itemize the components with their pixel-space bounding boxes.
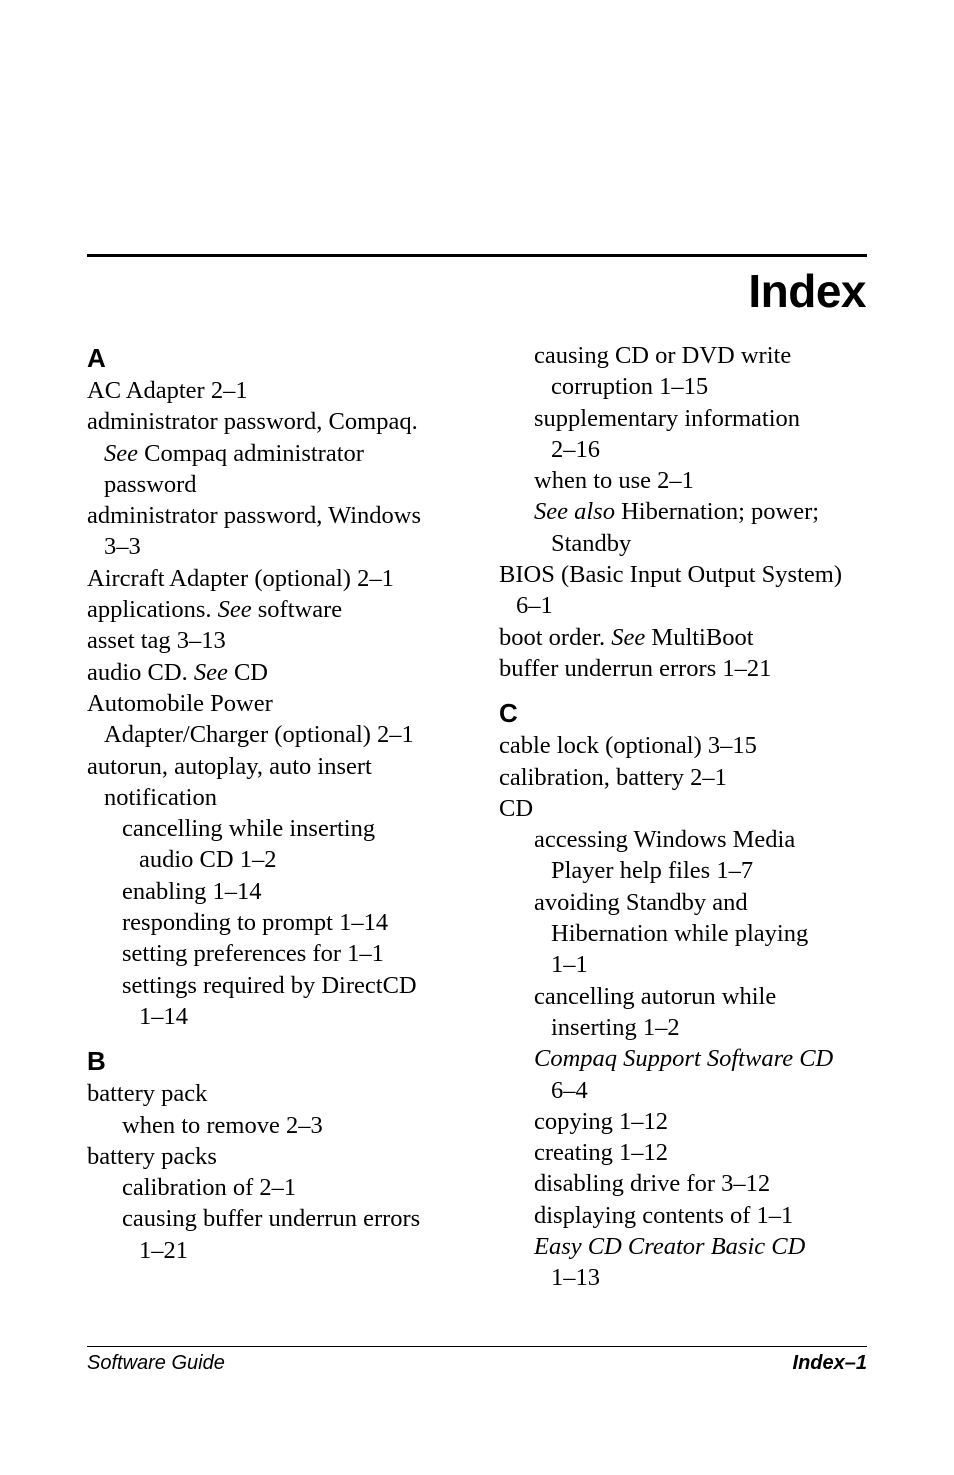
index-entry: buffer underrun errors 1–21 [499,654,772,682]
index-subentry: Compaq Support Software CD 6–4 [534,1045,834,1104]
index-subentry: Easy CD Creator Basic CD 1–13 [534,1233,806,1292]
index-entry: battery pack [87,1080,208,1108]
index-subentry: copying 1–12 [534,1107,669,1135]
index-subentry: accessing Windows Media Player help files 1–7 [534,826,796,885]
index-subentry: causing buffer underrun errors 1–21 [122,1205,421,1264]
page-title: Index [748,265,866,317]
index-subentry: supplementary information 2–16 [534,404,801,463]
index-subentry: avoiding Standby and Hibernation while playing 1–1 [534,888,809,979]
index-entry: BIOS (Basic Input Output System) 6–1 [499,561,842,620]
index-entry: battery packs [87,1142,217,1170]
index-subentry: displaying contents of 1–1 [534,1201,794,1229]
index-entry: cable lock (optional) 3–15 [499,732,757,760]
index-subentry: responding to prompt 1–14 [122,909,389,937]
index-subentry: calibration of 2–1 [122,1174,297,1202]
index-entry: CD [499,794,534,822]
index-entry: AC Adapter 2–1 [87,377,248,404]
index-subentry: settings required by DirectCD 1–14 [122,971,417,1030]
footer-page-number: Index–1 [792,1352,867,1374]
index-subentry: when to use 2–1 [534,467,694,495]
index-entry: applications. See software [87,596,343,624]
index-entry: asset tag 3–13 [87,627,226,655]
see-also-reference: See also [534,498,615,526]
index-column-right [499,340,869,1294]
index-entry: calibration, battery 2–1 [499,763,727,791]
index-subentry: cancelling while inserting audio CD 1–2 [122,815,376,874]
see-reference: See [193,658,228,686]
footer-rule [87,1346,867,1347]
title-rule [87,254,867,257]
index-letter-c: C [499,698,518,729]
index-subentry: causing CD or DVD write corruption 1–15 [534,342,792,401]
index-entry: administrator password, Windows 3–3 [87,502,422,561]
index-subentry: setting preferences for 1–1 [122,940,384,968]
index-subentry: cancelling autorun while inserting 1–2 [534,982,777,1041]
see-reference: See [611,623,646,651]
index-subentry: when to remove 2–3 [122,1111,323,1139]
index-column-left [87,340,467,1266]
index-subentry: enabling 1–14 [122,877,262,905]
index-entry: autorun, autoplay, auto insert notification [87,752,372,811]
index-entry: Aircraft Adapter (optional) 2–1 [87,564,394,592]
index-letter-a: A [87,343,106,373]
see-reference: See [104,439,138,467]
index-subentry: disabling drive for 3–12 [534,1170,771,1198]
index-subentry: creating 1–12 [534,1139,669,1167]
index-letter-b: B [87,1046,106,1077]
index-entry: Automobile Power Adapter/Charger (optional) 2–1 [87,689,414,749]
index-entry: audio CD. See CD [87,658,269,686]
index-subentry: See also Hibernation; power; Standby [534,498,820,557]
see-reference: See [217,596,252,624]
index-entry: boot order. See MultiBoot [499,623,754,651]
index-entry: administrator password, Compaq. See Compaq administrator password [87,408,418,498]
footer-document-title: Software Guide [87,1352,225,1374]
